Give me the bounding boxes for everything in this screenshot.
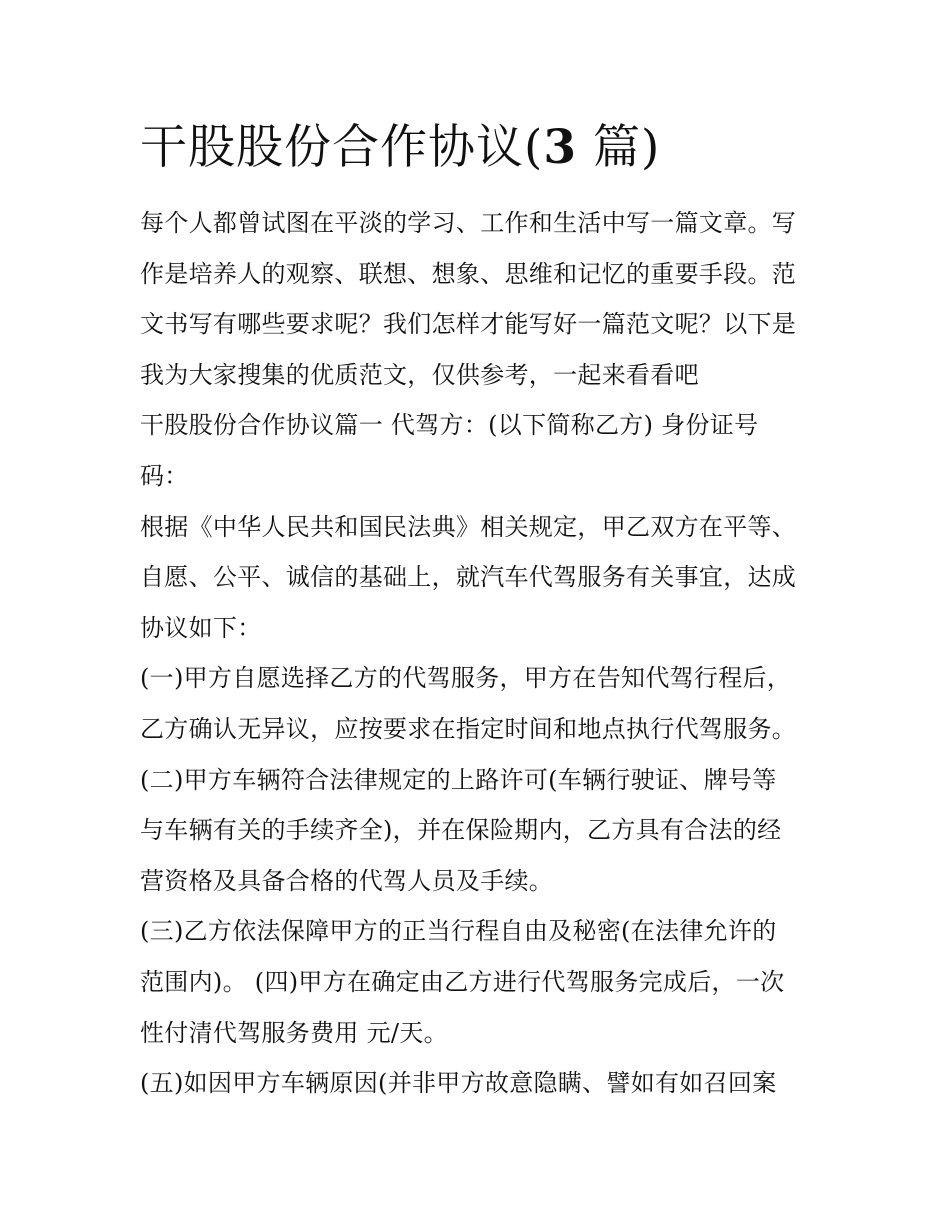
clause-2-line-2: 与车辆有关的手续齐全)，并在保险期内，乙方具有合法的经 <box>140 816 782 845</box>
clause-2-line-1: (二)甲方车辆符合法律规定的上路许可(车辆行驶证、牌号等 <box>140 765 777 794</box>
intro-line-2: 作是培养人的观察、联想、想象、思维和记忆的重要手段。范 <box>140 259 797 288</box>
document-body <box>140 203 820 1114</box>
clause-2-line-3: 营资格及具备合格的代驾人员及手续。 <box>140 866 554 895</box>
section-heading-line: 干股股份合作协议篇一 代驾方：(以下简称乙方) 身份证号 <box>140 411 759 440</box>
intro-line-4: 我为大家搜集的优质范文，仅供参考，一起来看看吧 <box>140 360 699 389</box>
preamble-line-2: 自愿、公平、诚信的基础上，就汽车代驾服务有关事宜，达成 <box>140 563 797 592</box>
clause-4-line-2: 性付清代驾服务费用 元/天。 <box>140 1018 448 1047</box>
clause-1-line-1: (一)甲方自愿选择乙方的代驾服务，甲方在告知代驾行程后， <box>140 664 792 693</box>
title-count: 3 <box>543 120 578 175</box>
intro-line-3: 文书写有哪些要求呢？我们怎样才能写好一篇范文呢？以下是 <box>140 310 797 339</box>
intro-line-1: 每个人都曾试图在平淡的学习、工作和生活中写一篇文章。写 <box>140 209 797 237</box>
clause-3-line-1: (三)乙方依法保障甲方的正当行程自由及秘密(在法律允许的 <box>140 917 777 946</box>
clause-1-line-2: 乙方确认无异议，应按要求在指定时间和地点执行代驾服务。 <box>140 714 797 743</box>
clause-5-line-1: (五)如因甲方车辆原因(并非甲方故意隐瞒、譬如有如召回案 <box>140 1069 777 1098</box>
preamble-line-3: 协议如下： <box>140 613 262 642</box>
preamble-line-1: 根据《中华人民共和国民法典》相关规定，甲乙双方在平等、 <box>140 512 797 541</box>
title-suffix: 篇) <box>577 120 661 175</box>
section-heading-line-cont: 码： <box>140 461 189 490</box>
document-title <box>140 118 660 178</box>
title-prefix: 干股股份合作协议( <box>140 120 544 175</box>
clause-3-4-line: 范围内)。 (四)甲方在确定由乙方进行代驾服务完成后，一次 <box>140 967 785 996</box>
